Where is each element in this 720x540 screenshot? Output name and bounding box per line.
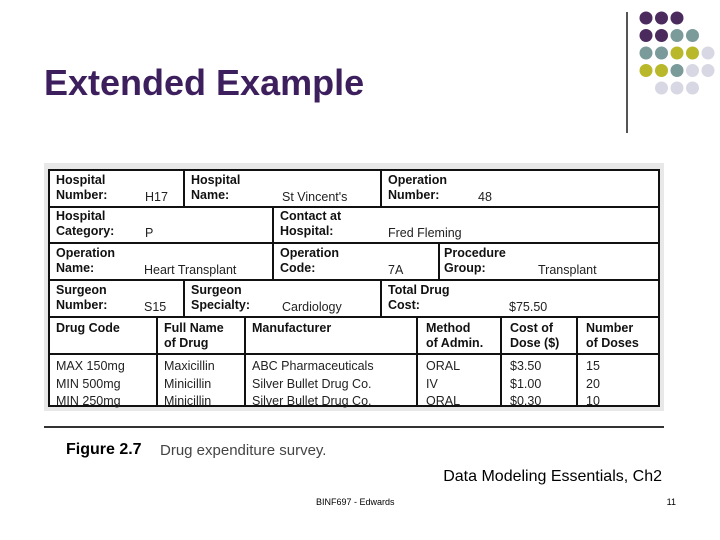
- col-divider: [272, 207, 274, 280]
- figure-caption: Drug expenditure survey.: [160, 442, 327, 459]
- row-divider: [50, 206, 658, 208]
- footer-text: BINF697 - Edwards: [316, 497, 395, 507]
- drug-code: MAX 150mg: [56, 359, 125, 373]
- decorative-dot: [686, 29, 699, 42]
- surgeon-specialty-label: Surgeon Specialty:: [191, 283, 251, 312]
- decorative-dot: [655, 82, 668, 95]
- decorative-dot: [702, 64, 715, 77]
- drug-name: Minicillin: [164, 377, 212, 391]
- col-divider: [416, 317, 418, 405]
- drug-manufacturer: ABC Pharmaceuticals: [252, 359, 374, 373]
- operation-name-label: Operation Name:: [56, 246, 116, 275]
- drug-name: Maxicillin: [164, 359, 215, 373]
- decorative-dot: [702, 47, 715, 60]
- decorative-dot: [686, 64, 699, 77]
- operation-number-label: Operation Number:: [388, 173, 448, 202]
- hospital-category-value: P: [145, 226, 154, 240]
- drug-expenditure-form: [44, 163, 664, 411]
- hospital-number-label: Hospital Number:: [56, 173, 108, 202]
- surgeon-number-value: S15: [144, 300, 167, 314]
- drug-cost: $3.50: [510, 359, 542, 373]
- slide-title: Extended Example: [44, 62, 365, 103]
- hospital-number-value: H17: [145, 190, 168, 204]
- decorative-dot: [671, 29, 684, 42]
- col-divider: [183, 171, 185, 207]
- row-divider: [50, 279, 658, 281]
- drug-name: Minicillin: [164, 394, 212, 408]
- operation-number-value: 48: [478, 190, 492, 204]
- decorative-dot: [640, 12, 653, 25]
- drug-code: MIN 500mg: [56, 377, 121, 391]
- surgeon-number-label: Surgeon Number:: [56, 283, 108, 312]
- decorative-dot: [655, 47, 668, 60]
- hospital-name-value: St Vincent's: [282, 190, 348, 204]
- decorative-dot: [671, 47, 684, 60]
- figure-number: Figure 2.7: [66, 441, 142, 458]
- drug-cost: $0.30: [510, 394, 542, 408]
- col-divider: [244, 317, 246, 405]
- procedure-group-value: Transplant: [538, 263, 597, 277]
- row-divider: [50, 316, 658, 318]
- form-grid: [48, 169, 660, 407]
- figure-rule: [44, 426, 664, 428]
- operation-code-label: Operation Code:: [280, 246, 340, 275]
- procedure-group-label: Procedure Group:: [444, 246, 506, 275]
- drug-manufacturer: Silver Bullet Drug Co.: [252, 394, 372, 408]
- drug-method: ORAL: [426, 359, 461, 373]
- header-manufacturer: Manufacturer: [252, 321, 332, 335]
- col-divider: [183, 280, 185, 317]
- surgeon-specialty-value: Cardiology: [282, 300, 342, 314]
- decorative-dot: [671, 64, 684, 77]
- drug-cost: $1.00: [510, 377, 542, 391]
- row-divider: [50, 353, 658, 355]
- col-divider: [500, 317, 502, 405]
- source-citation: Data Modeling Essentials, Ch2: [443, 468, 662, 485]
- hospital-name-label: Hospital Name:: [191, 173, 241, 202]
- operation-code-value: 7A: [388, 263, 404, 277]
- col-divider: [576, 317, 578, 405]
- drug-method: IV: [426, 377, 438, 391]
- col-divider: [156, 317, 158, 405]
- decorative-dot: [655, 29, 668, 42]
- decorative-dot: [655, 64, 668, 77]
- total-drug-cost-value: $75.50: [509, 300, 548, 314]
- header-drug-code: Drug Code: [56, 321, 120, 335]
- decorative-dot-grid: [638, 8, 718, 120]
- decorative-dot: [655, 12, 668, 25]
- decorative-dot: [686, 47, 699, 60]
- contact-label: Contact at Hospital:: [280, 209, 342, 238]
- col-divider: [380, 171, 382, 207]
- drug-code: MIN 250mg: [56, 394, 121, 408]
- header-cost: Cost of Dose ($): [510, 321, 560, 350]
- title-divider: [626, 12, 628, 133]
- drug-method: ORAL: [426, 394, 461, 408]
- row-divider: [50, 242, 658, 244]
- drug-manufacturer: Silver Bullet Drug Co.: [252, 377, 372, 391]
- drug-doses: 15: [586, 359, 600, 373]
- operation-name-value: Heart Transplant: [144, 263, 237, 277]
- decorative-dot: [640, 47, 653, 60]
- header-full-name: Full Name of Drug: [164, 321, 224, 350]
- drug-doses: 10: [586, 394, 600, 408]
- hospital-category-label: Hospital Category:: [56, 209, 115, 238]
- header-method: Method of Admin.: [426, 321, 484, 350]
- col-divider: [380, 280, 382, 317]
- col-divider: [438, 243, 440, 280]
- decorative-dot: [671, 82, 684, 95]
- decorative-dot: [640, 64, 653, 77]
- drug-doses: 20: [586, 377, 600, 391]
- contact-value: Fred Fleming: [388, 226, 462, 240]
- header-doses: Number of Doses: [586, 321, 639, 350]
- decorative-dot: [671, 12, 684, 25]
- decorative-dot: [686, 82, 699, 95]
- decorative-dot: [640, 29, 653, 42]
- page-number: 11: [666, 497, 676, 507]
- total-drug-cost-label: Total Drug Cost:: [388, 283, 450, 312]
